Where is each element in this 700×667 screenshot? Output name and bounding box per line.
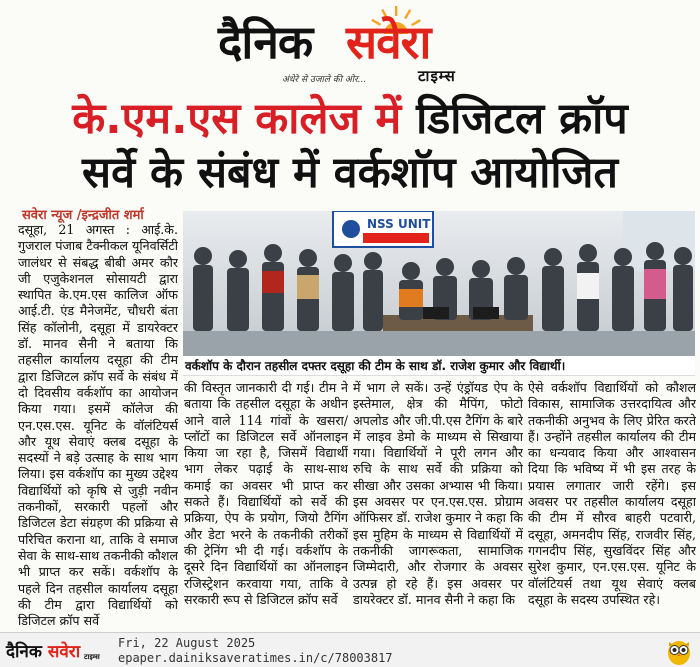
logo-tagline: अंधेरे से उजाले की ओर...: [282, 75, 367, 85]
headline-dark-part: डिजिटल क्रॉप: [416, 94, 628, 144]
footer-logo-savera: सवेरा: [47, 642, 81, 662]
footer-bar: [0, 632, 700, 667]
headline: [0, 92, 700, 200]
nss-banner-text: NSS UNIT: [367, 217, 431, 231]
epaper-url-link[interactable]: epaper.dainiksaveratimes.in/c/78003817: [118, 651, 393, 665]
edition-date: Fri, 22 August 2025: [118, 636, 256, 650]
headline-line-2: सर्वे के संबंध में वर्कशॉप आयोजित: [82, 148, 618, 198]
photo-caption: वर्कशॉप के दौरान तहसील दफ्तर दसूहा की टीम के साथ डॉ. राजेश कुमार और विद्यार्थी।: [183, 356, 695, 376]
article-column-3: में भाग ले सकें। उन्हें एंड्रॉयड ऐप के इस्तेमाल, क्षेत्र की मैपिंग, फोटो अपलोड और जी.पी.एस टैगिंग के बारे में लाइव डेमो के माध्यम से सिखाया गया। विद्यार्थियों ने पूरी लगन और रुचि के साथ सर्वे की प्रक्रिया को सीखा और उसका अभ्यास भी किया। इस अवसर पर एन.एस.एस. प्रोग्राम ऑफिसर डॉ. राजेश कुमार ने कहा कि इस मुहिम के माध्यम से विद्यार्थियों में तकनीकी जागरूकता, सामाजिक जिम्मेदारी, और रोजगार के अवसर उत्पन्न हो रहे हैं। इस अवसर पर डायरेक्टर डॉ. मानव सैनी ने कहा कि: [353, 380, 523, 607]
headline-line-1: [0, 92, 700, 146]
footer-logo-times: टाइम्स: [84, 653, 100, 661]
logo-savera: सवेरा: [346, 15, 431, 69]
footer-logo-dainik: दैनिक: [6, 642, 42, 662]
footer-logo[interactable]: [6, 639, 80, 662]
logo-times: टाइम्स: [418, 67, 456, 85]
article-photo[interactable]: [183, 211, 695, 356]
owl-icon[interactable]: [664, 636, 694, 666]
newspaper-logo[interactable]: [218, 6, 488, 84]
logo-dainik: दैनिक: [218, 15, 313, 69]
article-column-2: की विस्तृत जानकारी दी गई। टीम ने बताया कि तहसील दसूहा के अधीन आने वाले 114 गांवों के खसरा/प्लॉटों का डिजिटल सर्वे ऑनलाइन किया जा रहा है, जिसमें विद्यार्थी भाग लेकर पढ़ाई के साथ-साथ कमाई का अवसर भी प्राप्त कर सकते हैं। विद्यार्थियों को सर्वे की प्रक्रिया, ऐप के प्रयोग, जियो टैगिंग और डेटा भरने के तकनीकी तरीकों की ट्रेनिंग भी दी गई। वर्कशॉप के दूसरे दिन विद्यार्थियों का ऑनलाइन रजिस्ट्रेशन करवाया गया, ताकि वे सरकारी रूप से डिजिटल क्रॉप सर्वे: [184, 380, 348, 607]
article-column-1: दसूहा, 21 अगस्त : आई.के. गुजराल पंजाब टैक्नीकल यूनिवर्सिटी जालंधर से संबद्ध बीबी अमर कौर जी एजुकेशनल सोसायटी द्वारा स्थापित के.एम.एस कालिज ऑफ आई.टी. एंड मैनेजमेंट, चौधरी बंता सिंह कॉलोनी, दसूहा में डायरेक्टर डॉ. मानव सैनी ने बताया कि तहसील कार्यालय दसूहा की टीम द्वारा डिजिटल क्रॉप सर्वे के संबंध में दो दिवसीय वर्कशॉप का आयोजन किया गया। इसमें कॉलेज की एन.एस.एस. यूनिट के वॉलंटियर्स और यूथ सेवाएं क्लब दसूहा के सदस्यों ने बड़े उत्साह के साथ भाग लिया। इस वर्कशॉप का मुख्य उद्देश्य विद्यार्थियों को कृषि से जुड़ी नवीन तकनीकों, सरकारी पहलों और डिजिटल डेटा संग्रहण की प्रक्रिया से परिचित कराना था, ताकि वे समाज सेवा के साथ-साथ तकनीकी कौशल भी प्राप्त कर सकें। वर्कशॉप के पहले दिन तहसील कार्यालय दसूहा की टीम द्वारा विद्यार्थियों को डिजिटल क्रॉप सर्वे: [18, 222, 178, 628]
byline: सवेरा न्यूज /इन्द्रजीत शर्मा: [22, 208, 144, 223]
group-photo-image: [183, 211, 695, 356]
masthead: [0, 0, 700, 88]
article-column-4: ऐसे वर्कशॉप विद्यार्थियों को कौशल विकास, सामाजिक उत्तरदायित्व और तकनीकी अनुभव के लिए प्रेरित करते हैं। उन्होंने तहसील कार्यालय की टीम का धन्यवाद किया और आश्वासन दिया कि भविष्य में भी इस तरह के प्रयास लगातार जारी रहेंगे। इस अवसर पर तहसील कार्यालय दसूहा की टीम में सौरव बाहरी पटवारी, दसूहा, अमनदीप सिंह, राजवीर सिंह, गगनदीप सिंह, सुखविंदर सिंह और सुरेश कुमार, एन.एस.एस. यूनिट के वॉलंटियर्स तथा यूथ सेवाएं क्लब दसूहा के सदस्य उपस्थित रहे।: [528, 380, 696, 607]
headline-red-part: के.एम.एस कालेज में: [72, 94, 402, 144]
